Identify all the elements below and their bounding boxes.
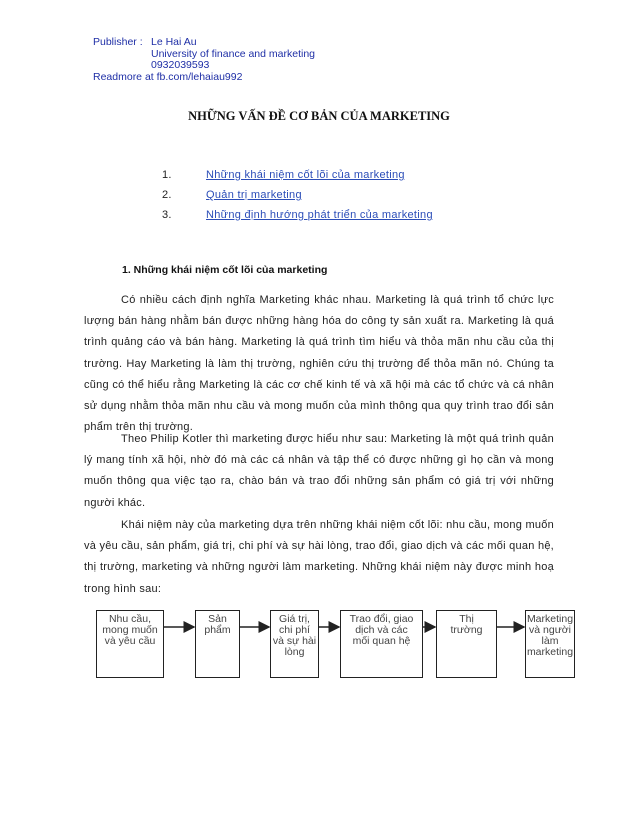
diagram-box-value: Giá trị, chi phí và sự hài lòng [270,610,319,678]
toc-item [162,185,433,205]
publisher-name: Le Hai Au [151,36,197,48]
paragraph-definitions: Có nhiều cách định nghĩa Marketing khác nhau. Marketing là quá trình tổ chức lực lượng bán hàng nhằm bán được những hàng hóa do công ty sản xuất ra. Marketing là quá trình quảng cáo và bán hàng. Marketing là quá trình tìm hiểu và thỏa mãn nhu cầu của thị trường. Hay Marketing là làm thị trường, nghiên cứu thị trường để thỏa mãn nó. Chúng ta cũng có thể hiểu rằng Marketing là các cơ chế kinh tế và xã hội mà các tổ chức và cá nhân sử dụng nhằm thỏa mãn nhu cầu và mong muốn của mình thông qua quy trình trao đổi sản phẩm trên thị trường. [84,294,554,434]
toc-link-development-orientations[interactable]: Những định hướng phát triển của marketing [206,209,433,221]
toc-item [162,205,433,225]
readmore-link: Readmore at fb.com/lehaiau992 [93,70,243,83]
diagram-box-exchange: Trao đổi, giao dịch và các mối quan hệ [340,610,423,678]
diagram-box-needs: Nhu cầu, mong muốn và yêu cầu [96,610,164,678]
diagram-box-product: Sản phẩm [195,610,240,678]
diagram-box-market: Thị trường [436,610,497,678]
publisher-header [93,37,315,83]
toc-number: 1. [162,169,172,181]
publisher-phone: 0932039593 [151,59,210,71]
paragraph-kotler: Theo Philip Kotler thì marketing được hiểu như sau: Marketing là một quá trình quản lý mang tính xã hội, nhờ đó mà các cá nhân và tập thể có được những gì họ cần và mong muốn thông qua việc tạo ra, chào bán và trao đổi những sản phẩm có giá trị với những người khác. [84,433,554,509]
toc-link-marketing-management[interactable]: Quản trị marketing [206,189,302,201]
toc-item [162,165,433,185]
diagram-box-marketers: Marketing và người làm marketing [525,610,575,678]
document-title: NHỮNG VẤN ĐỀ CƠ BẢN CỦA MARKETING [188,109,450,123]
publisher-university: University of finance and marketing [151,47,315,60]
core-concepts-diagram [96,610,576,680]
toc-number: 3. [162,209,172,221]
section-heading: 1. Những khái niệm cốt lõi của marketing [122,264,328,276]
toc-link-core-concepts[interactable]: Những khái niệm cốt lõi của marketing [206,169,405,181]
diagram-arrows [96,610,576,680]
paragraph-core-concepts: Khái niệm này của marketing dựa trên những khái niệm cốt lõi: nhu cầu, mong muốn và yêu cầu, sản phẩm, giá trị, chi phí và sự hài lòng, trao đổi, giao dịch và các mối quan hệ, thị trường, marketing và những người làm marketing. Những khái niệm này được minh hoạ trong hình sau: [84,519,554,595]
publisher-label: Publisher : [93,36,143,48]
toc-number: 2. [162,189,172,201]
table-of-contents [162,165,433,225]
